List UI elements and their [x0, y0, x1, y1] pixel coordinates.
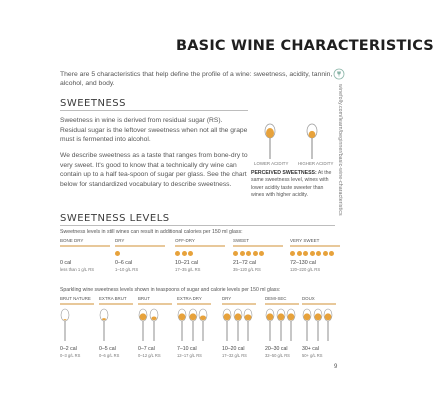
still-level-residual-sugar: 17–35 g/L RS	[175, 267, 201, 272]
sparkling-level-calories: 7–10 cal	[177, 345, 197, 352]
sparkling-level-name: DRY	[222, 296, 232, 301]
sugar-dot-icon	[259, 251, 264, 256]
sparkling-level-residual-sugar: 0–12 g/L RS	[138, 352, 161, 358]
sparkling-wine-intro: Sparkling wine sweetness levels shown in teaspoons of sugar and calorie levels per 150 ml glass:	[60, 287, 281, 293]
sugar-dot-icon	[188, 251, 193, 256]
sparkling-level-calories: 0–2 cal	[60, 345, 77, 352]
sparkling-level-residual-sugar: 0–3 g/L RS	[60, 352, 81, 358]
teaspoon-icon	[286, 308, 296, 342]
page-number: 9	[334, 364, 338, 370]
still-level-bar	[175, 245, 225, 247]
lower-acidity-spoon-icon	[265, 124, 275, 159]
still-level-calories: 72–130 cal	[290, 260, 316, 266]
perceived-sweetness-title: PERCEIVED SWEETNESS:	[251, 170, 317, 176]
teaspoon-icon	[323, 308, 333, 342]
sparkling-level-calories: 0–7 cal	[138, 345, 155, 352]
sparkling-level-bar	[60, 303, 94, 305]
sparkling-level-bar	[177, 303, 211, 305]
sparkling-level-name: BRUT	[138, 296, 150, 301]
sweetness-paragraph-2: We describe sweetness as a taste that ranges from bone-dry to very sweet. It's good to know that a technically dry wine can contain up to a half tea-spoon of sugar per glass. See the chart below for standardized vocabulary to describe sweetness.	[60, 152, 248, 188]
sugar-dots	[290, 250, 348, 256]
still-level-column	[60, 238, 118, 272]
sugar-dot-icon	[310, 251, 315, 256]
still-level-calories: 21–72 cal	[233, 260, 256, 266]
sugar-dot-icon	[175, 251, 180, 256]
teaspoon-icon	[188, 308, 198, 342]
still-level-bar	[115, 245, 165, 247]
teaspoon-icon	[138, 308, 148, 342]
lower-acidity-label: LOWER ACIDITY	[254, 161, 289, 166]
sparkling-level-calories: 20–30 cal	[265, 345, 288, 352]
teaspoon-icon	[313, 308, 323, 342]
still-level-bar	[60, 245, 110, 247]
teaspoon-icon	[177, 308, 187, 342]
sugar-dots	[175, 250, 233, 256]
still-level-residual-sugar: 120–220 g/L RS	[290, 267, 321, 272]
teaspoon-group	[265, 308, 303, 344]
teaspoon-icon	[198, 308, 208, 342]
still-level-name: DRY	[115, 238, 125, 243]
sweetness-paragraph-1: Sweetness in wine is derived from residual sugar (RS). Residual sugar is the leftover sweetness when not all the grape must is fermented into alcohol.	[60, 117, 248, 144]
still-wine-intro: Sweetness levels in still wines can result in additional calories per 150 ml glass:	[60, 229, 243, 235]
teaspoon-group	[60, 308, 98, 344]
sugar-dot-icon	[246, 251, 251, 256]
sugar-dot-icon	[323, 251, 328, 256]
sparkling-level-residual-sugar: 32–50 g/L RS	[265, 352, 290, 358]
teaspoon-icon	[243, 308, 253, 342]
sugar-dot-icon	[233, 251, 238, 256]
intro-text: There are 5 characteristics that help define the profile of a wine: sweetness, acidity, tannin, alcohol, and body.	[60, 71, 333, 88]
sparkling-level-residual-sugar: 0–6 g/L RS	[99, 352, 120, 358]
page-title: BASIC WINE CHARACTERISTICS	[176, 38, 434, 54]
sugar-dots	[60, 250, 118, 256]
perceived-sweetness-note	[251, 170, 337, 200]
sparkling-level-bar	[265, 303, 299, 305]
still-level-calories: 10–21 cal	[175, 260, 198, 266]
still-level-residual-sugar: 35–120 g/L RS	[233, 267, 261, 272]
still-level-bar	[233, 245, 283, 247]
teaspoon-icon	[302, 308, 312, 342]
section-divider	[60, 110, 248, 111]
teaspoon-icon	[60, 308, 70, 342]
higher-acidity-spoon-icon	[307, 124, 317, 159]
sugar-dot-icon	[290, 251, 295, 256]
sparkling-level-calories: 30+ cal	[302, 345, 319, 352]
side-tab-url[interactable]: winefolly.com/learn/beginner/basic-wine-characteristics	[337, 84, 343, 216]
teaspoon-icon	[99, 308, 109, 342]
sugar-dots	[115, 250, 173, 256]
sugar-dot-icon	[303, 251, 308, 256]
acidity-spoons-illustration	[250, 115, 335, 175]
sugar-dot-icon	[253, 251, 258, 256]
teaspoon-group	[99, 308, 137, 344]
still-level-column	[175, 238, 233, 272]
teaspoon-group	[177, 308, 215, 344]
teaspoon-icon	[233, 308, 243, 342]
sparkling-level-column	[60, 296, 98, 358]
teaspoon-icon	[222, 308, 232, 342]
still-level-column	[290, 238, 348, 272]
sparkling-level-name: EXTRA DRY	[177, 296, 202, 301]
sweetness-heading: SWEETNESS	[60, 98, 126, 109]
still-level-name: OFF-DRY	[175, 238, 195, 243]
sugar-dot-icon	[240, 251, 245, 256]
sparkling-level-column	[302, 296, 340, 358]
higher-acidity-label: HIGHER ACIDITY	[298, 161, 334, 166]
teaspoon-icon	[149, 308, 159, 342]
sparkling-level-bar	[99, 303, 133, 305]
still-level-column	[115, 238, 173, 272]
sugar-dot-icon	[316, 251, 321, 256]
section-divider	[60, 225, 335, 226]
sugar-dot-icon	[297, 251, 302, 256]
teaspoon-group	[222, 308, 260, 344]
still-level-residual-sugar: less than 1 g/L RS	[60, 267, 95, 272]
sparkling-level-column	[138, 296, 176, 358]
sparkling-level-bar	[222, 303, 256, 305]
still-level-name: VERY SWEET	[290, 238, 320, 243]
sparkling-level-name: EXTRA BRUT	[99, 296, 127, 301]
sparkling-level-residual-sugar: 12–17 g/L RS	[177, 352, 202, 358]
wine-glass-icon	[333, 68, 345, 80]
still-level-bar	[290, 245, 340, 247]
sparkling-level-column	[265, 296, 303, 358]
sparkling-level-column	[177, 296, 215, 358]
sparkling-level-bar	[138, 303, 172, 305]
still-level-residual-sugar: 1–10 g/L RS	[115, 267, 139, 272]
sweetness-levels-heading: SWEETNESS LEVELS	[60, 213, 170, 224]
teaspoon-group	[302, 308, 340, 344]
teaspoon-icon	[265, 308, 275, 342]
sparkling-level-name: BRUT NATURE	[60, 296, 91, 301]
sugar-dot-icon	[182, 251, 187, 256]
teaspoon-icon	[276, 308, 286, 342]
sparkling-level-residual-sugar: 50+ g/L RS	[302, 352, 323, 358]
sparkling-level-calories: 0–5 cal	[99, 345, 116, 352]
teaspoon-group	[138, 308, 176, 344]
sugar-dot-icon	[329, 251, 334, 256]
still-level-calories: 0 cal	[60, 260, 72, 266]
sparkling-level-name: DOUX	[302, 296, 315, 301]
sparkling-level-bar	[302, 303, 336, 305]
sugar-dot-icon	[115, 251, 120, 256]
still-level-name: SWEET	[233, 238, 250, 243]
perceived-sweetness-text: At the same sweetness level, wines with lower acidity taste sweeter than wines with higher acidity.	[251, 170, 332, 199]
still-level-name: BONE DRY	[60, 238, 84, 243]
sparkling-level-name: DEMI-SEC	[265, 296, 287, 301]
sparkling-level-column	[222, 296, 260, 358]
sparkling-level-calories: 10–20 cal	[222, 345, 245, 352]
still-level-calories: 0–6 cal	[115, 260, 133, 266]
sugar-dots	[233, 250, 291, 256]
sparkling-level-residual-sugar: 17–32 g/L RS	[222, 352, 247, 358]
still-level-column	[233, 238, 291, 272]
sparkling-level-column	[99, 296, 137, 358]
